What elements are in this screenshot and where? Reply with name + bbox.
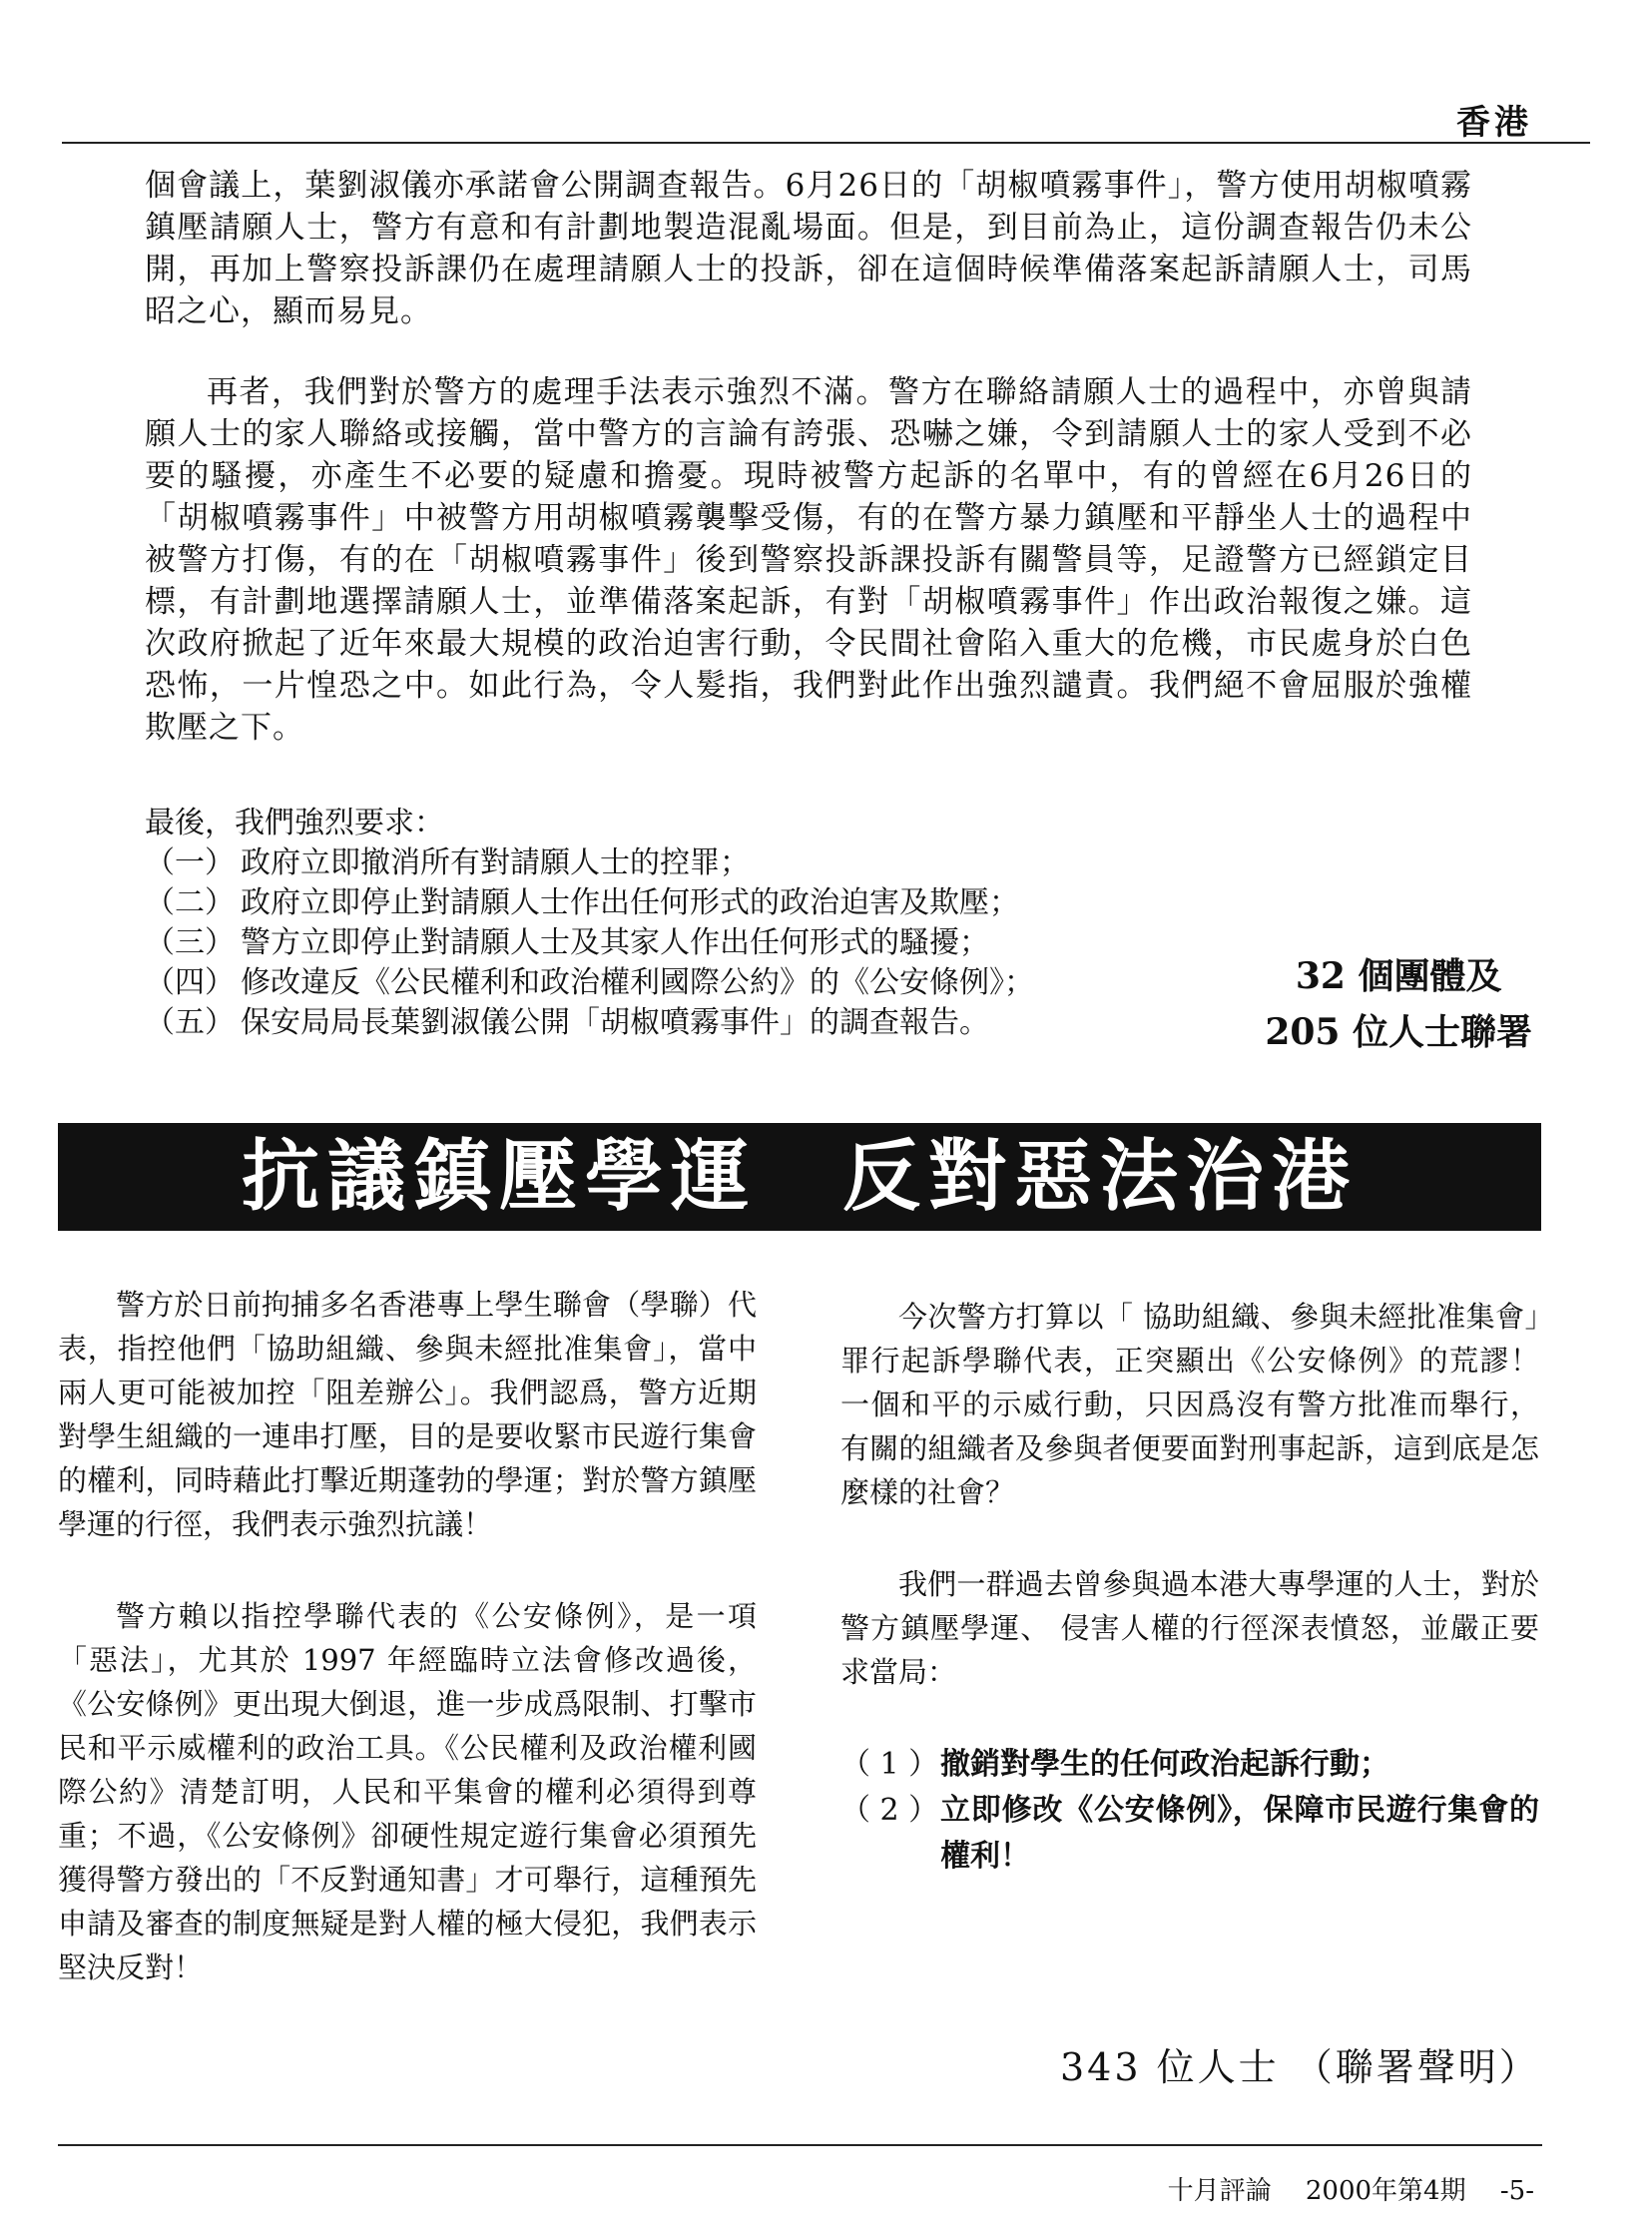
article1-paragraph-1: 個會議上，葉劉淑儀亦承諾會公開調查報告。6月26日的「胡椒噴霧事件」，警方使用胡椒噴霧鎮壓請願人士，警方有意和有計劃地製造混亂場面。但是，到目前為止，這份調查報告仍未公開，再加上警察投訴課仍在處理請願人士的投訴，卻在這個時候準備落案起訴請願人士，司馬昭之心，顯而易見。 — [145, 168, 1472, 329]
list-item — [145, 923, 1034, 963]
page-footer — [1142, 2170, 1534, 2207]
signatories-line-2: 205 位人士聯署 — [1265, 1011, 1532, 1053]
header-divider — [62, 142, 1590, 144]
article2-paragraph-4: 我們一群過去曾參與過本港大專學運的人士，對於警方鎮壓學運、 侵害人權的行徑深表憤怒，並嚴正要求當局： — [840, 1567, 1539, 1689]
list-item-number: （三） — [145, 925, 235, 960]
list-item-number: （ 1 ） — [840, 1747, 939, 1782]
list-item-text: 政府立即撤消所有對請願人士的控罪； — [241, 845, 750, 880]
headline-banner: 抗議鎮壓學運 反對惡法治港 — [58, 1123, 1541, 1231]
list-item-text: 警方立即停止對請願人士及其家人作出任何形式的騷擾； — [241, 925, 989, 960]
list-item — [145, 963, 1034, 1003]
list-item-text: 修改違反《公民權利和政治權利國際公約》的《公安條例》； — [241, 965, 1034, 1000]
list-item-text: 保安局局長葉劉淑儀公開「胡椒噴霧事件」的調查報告。 — [241, 1005, 989, 1040]
article2-paragraph-3: 今次警方打算以「 協助組織、參與未經批准集會」罪行起訴學聯代表，正突顯出《公安條例》的荒謬！ 一個和平的示威行動，只因爲沒有警方批准而舉行， 有關的組織者及參與者便要面對刑事起訴，這到底是怎麼樣的社會？ — [840, 1300, 1539, 1509]
list-item — [840, 1742, 1539, 1788]
list-item-number: （四） — [145, 965, 235, 1000]
list-item-text: 政府立即停止對請願人士作出任何形式的政治迫害及欺壓； — [241, 885, 1019, 920]
section-label: 香港 — [1456, 103, 1532, 143]
list-item — [145, 843, 1034, 883]
demands-list — [145, 804, 1034, 1043]
article2-right-column — [840, 1295, 1539, 1880]
list-item-number: （五） — [145, 1005, 235, 1040]
list-item — [145, 1003, 1034, 1043]
publication-name: 十月評論 — [1167, 2176, 1272, 2206]
list-item — [145, 883, 1034, 923]
article2-paragraph-1: 警方於日前拘捕多名香港專上學生聯會（學聯）代表，指控他們「協助組織、參與未經批准集會」，當中兩人更可能被加控「阻差辦公」。我們認爲，警方近期對學生組織的一連串打壓，目的是要收緊市民遊行集會的權利，同時藉此打擊近期蓬勃的學運；對於警方鎮壓學運的行徑，我們表示強烈抗議！ — [58, 1288, 757, 1541]
page-number: -5- — [1499, 2176, 1534, 2206]
list-item-number: （一） — [145, 845, 235, 880]
article2-left-column — [58, 1283, 757, 2037]
article1-paragraph-2: 再者，我們對於警方的處理手法表示強烈不滿。警方在聯絡請願人士的過程中，亦曾與請願人士的家人聯絡或接觸，當中警方的言論有誇張、恐嚇之嫌，令到請願人士的家人受到不必要的騷擾，亦產生不必要的疑慮和擔憂。現時被警方起訴的名單中，有的曾經在6月26日的「胡椒噴霧事件」中被警方用胡椒噴霧襲擊受傷，有的在警方暴力鎮壓和平靜坐人士的過程中被警方打傷，有的在「胡椒噴霧事件」後到警察投訴課投訴有關警員等，足證警方已經鎖定目標，有計劃地選擇請願人士，並準備落案起訴，有對「胡椒噴霧事件」作出政治報復之嫌。這次政府掀起了近年來最大規模的政治迫害行動，令民間社會陷入重大的危機，市民處身於白色恐怖，一片惶恐之中。如此行為，令人髮指，我們對此作出強烈譴責。我們絕不會屈服於強權欺壓之下。 — [145, 374, 1472, 746]
requests-list — [840, 1742, 1539, 1880]
demands-intro: 最後，我們強烈要求： — [145, 806, 444, 840]
list-item-text: 立即修改《公安條例》，保障市民遊行集會的權利！ — [940, 1793, 1539, 1874]
signatories-line-1: 32 個團體及 — [1295, 955, 1502, 997]
article2-paragraph-2: 警方賴以指控學聯代表的《公安條例》，是一項「惡法」，尤其於 1997 年經臨時立法會修改過後，《公安條例》更出現大倒退，進一步成爲限制、打擊市民和平示威權利的政治工具。《公民權利及政治權利國際公約》清楚訂明，人民和平集會的權利必須得到尊重；不過，《公安條例》卻硬性規定遊行集會必須預先獲得警方發出的「不反對通知書」才可舉行，這種預先申請及審查的制度無疑是對人權的極大侵犯，我們表示堅決反對！ — [58, 1599, 757, 1984]
closing-signature: 343 位人士 （聯署聲明） — [1060, 2045, 1540, 2089]
signatories-block — [1265, 948, 1532, 1060]
list-item-number: （ 2 ） — [840, 1793, 939, 1828]
list-item-number: （二） — [145, 885, 235, 920]
footer-divider — [58, 2144, 1542, 2146]
issue-number: 2000年第4期 — [1305, 2176, 1466, 2206]
list-item-text: 撤銷對學生的任何政治起訴行動； — [940, 1747, 1389, 1782]
list-item — [840, 1788, 1539, 1880]
